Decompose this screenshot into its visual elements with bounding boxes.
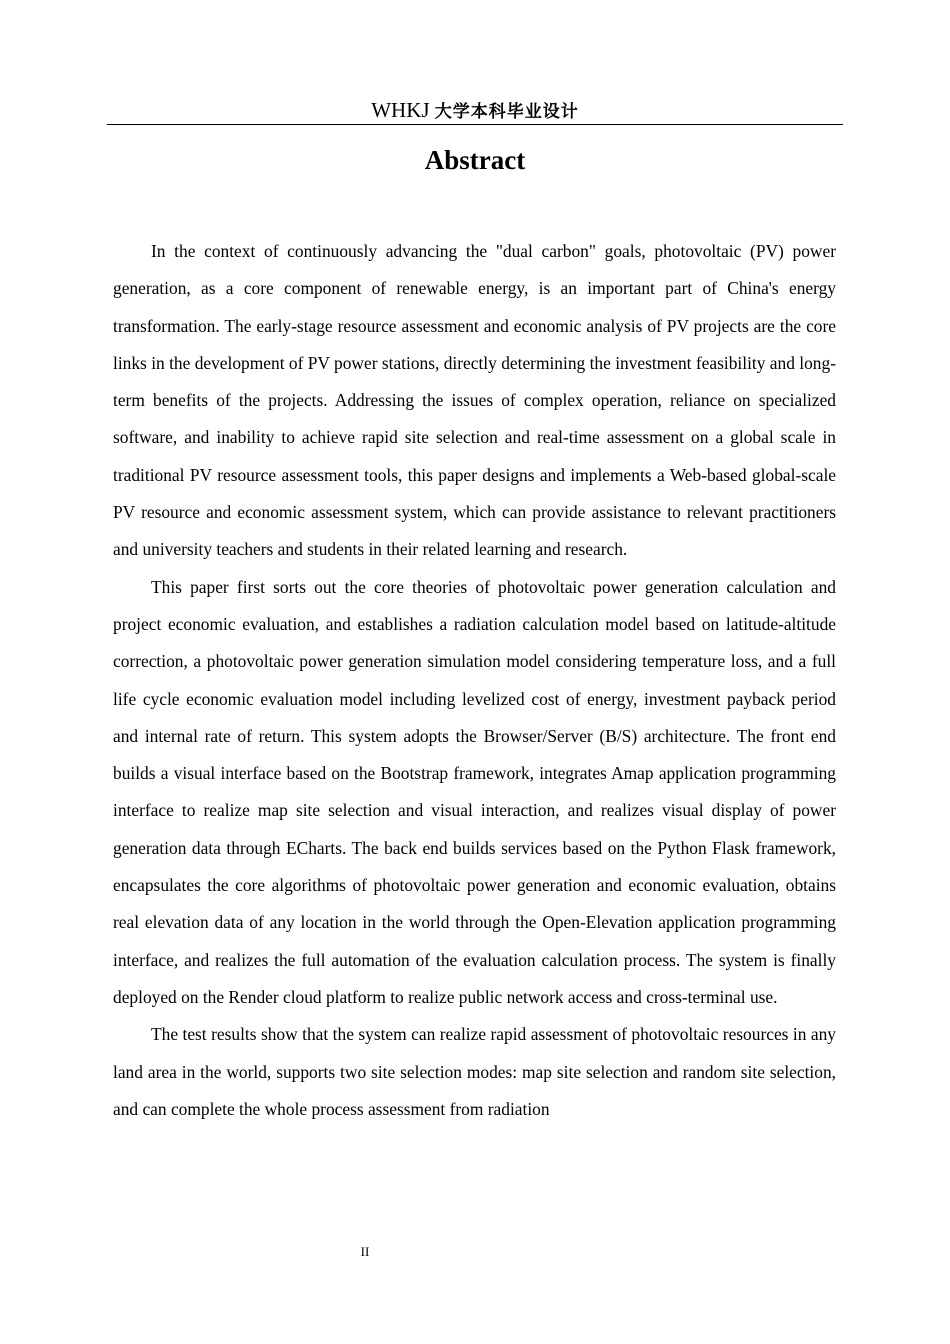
page-number: II (360, 1244, 370, 1259)
header-latin: WHKJ (371, 98, 435, 122)
paragraph-2: This paper first sorts out the core theories of photovoltaic power generation calculation and project economic evaluation, and establishes a radiation calculation model based on latitude-altitude correction, a photovoltaic power generation simulation model considering temperature loss, and a full life cycle economic evaluation model including levelized cost of energy, investment payback period and internal rate of return. This system adopts the Browser/Server (B/S) architecture. The front end builds a visual interface based on the Bootstrap framework, integrates Amap application programming interface to realize map site selection and visual interaction, and realizes visual display of power generation data through ECharts. The back end builds services based on the Python Flask framework, encapsulates the core algorithms of photovoltaic power generation and economic evaluation, obtains real elevation data of any location in the world through the Open-Elevation application programming interface, and realizes the full automation of the evaluation calculation process. The system is finally deployed on the Render cloud platform to realize public network access and cross-terminal use. (113, 576, 836, 1007)
header-cn: 大学本科毕业设计 (434, 102, 579, 122)
abstract-title: Abstract (424, 145, 526, 175)
page-header (107, 96, 843, 125)
paragraph-1: In the context of continuously advancing the "dual carbon" goals, photovoltaic (PV) power generation, as a core component of renewable energy, is an important part of China's energy transformation. The early-stage resource assessment and economic analysis of PV projects are the core links in the development of PV power stations, directly determining the investment feasibility and long-term benefits of the projects. Addressing the issues of complex operation, reliance on specialized software, and inability to achieve rapid site selection and real-time assessment on a global scale in traditional PV resource assessment tools, this paper designs and implements a Web-based global-scale PV resource and economic assessment system, which can provide assistance to relevant practitioners and university teachers and students in their related learning and research. (113, 241, 836, 560)
abstract-body (113, 233, 836, 1128)
paragraph-3: The test results show that the system can realize rapid assessment of photovoltaic resources in any land area in the world, supports two site selection modes: map site selection and random site selection, and can complete the whole process assessment from radiation (113, 1024, 836, 1119)
